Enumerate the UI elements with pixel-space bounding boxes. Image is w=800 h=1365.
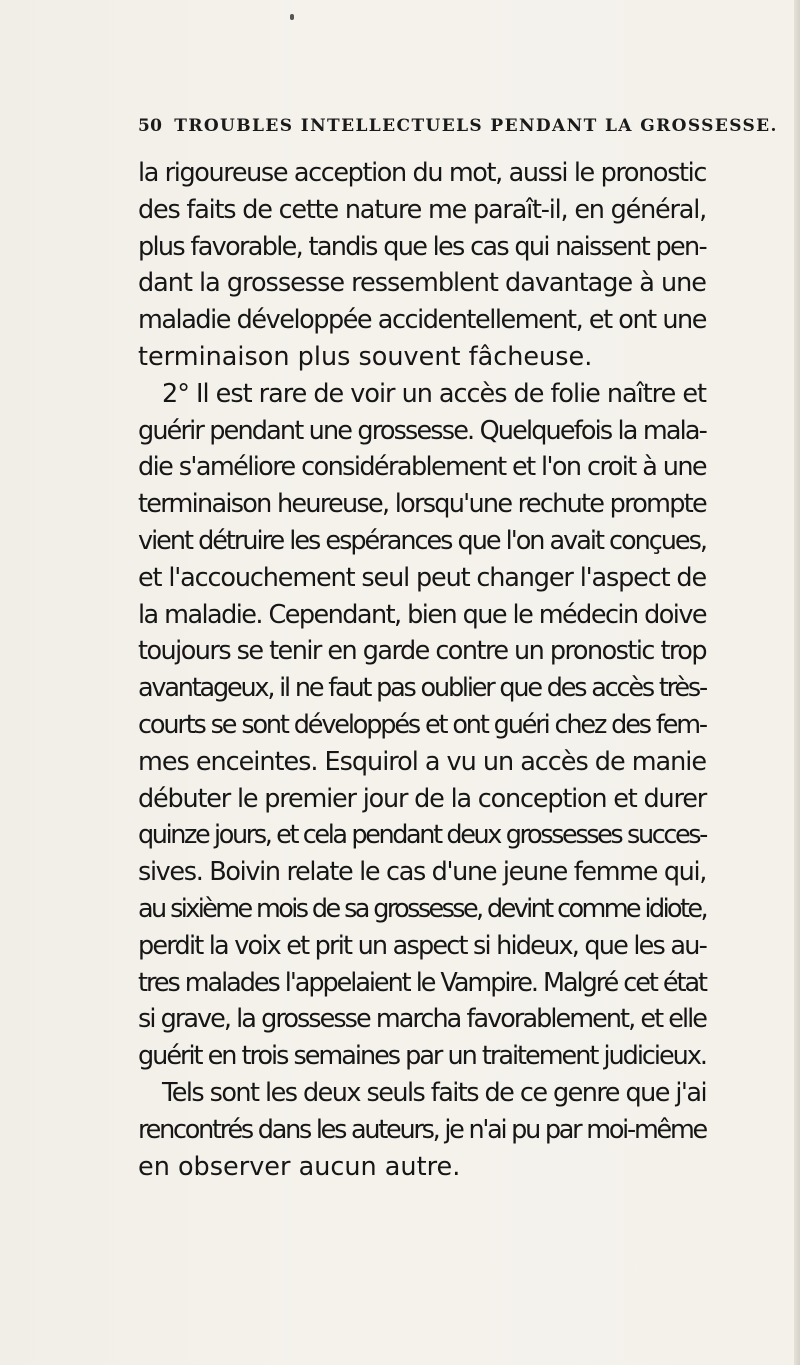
text-line: rencontrés dans les auteurs, je n'ai pu par moi-même	[138, 1114, 706, 1145]
text-line: courts se sont développés et ont guéri chez des fem-	[138, 709, 706, 740]
text-line: guérir pendant une grossesse. Quelquefois la mala-	[138, 415, 706, 446]
running-title: TROUBLES INTELLECTUELS PENDANT LA GROSSESSE.	[174, 116, 778, 136]
text-line: la rigoureuse acception du mot, aussi le pronostic	[138, 158, 706, 188]
text-line: dant la grossesse ressemblent davantage à une	[138, 268, 706, 299]
page-edge	[794, 0, 800, 1365]
text-line: terminaison heureuse, lorsqu'une rechute prompte	[138, 489, 706, 520]
text-line: au sixième mois de sa grossesse, devint comme idiote,	[138, 893, 706, 924]
text-line: toujours se tenir en garde contre un pronostic trop	[138, 636, 706, 667]
text-line: tres malades l'appelaient le Vampire. Malgré cet état	[138, 967, 706, 998]
text-line: sives. Boivin relate le cas d'une jeune femme qui,	[138, 857, 706, 888]
text-line: mes enceintes. Esquirol a vu un accès de manie	[138, 746, 706, 777]
page-number: 50	[138, 116, 163, 136]
text-line: terminaison plus souvent fâcheuse.	[138, 341, 593, 372]
running-header	[138, 116, 778, 146]
text-line: maladie développée accidentellement, et ont une	[138, 305, 706, 336]
text-line: Tels sont les deux seuls faits de ce genre que j'ai	[162, 1077, 706, 1108]
text-line: guérit en trois semaines par un traitement judicieux.	[138, 1041, 706, 1072]
text-line: si grave, la grossesse marcha favorablement, et elle	[138, 1004, 706, 1035]
text-line: et l'accouchement seul peut changer l'aspect de	[138, 562, 706, 593]
text-line: perdit la voix et prit un aspect si hideux, que les au-	[138, 930, 706, 961]
text-line: vient détruire les espérances que l'on avait conçues,	[138, 525, 706, 556]
body-text	[138, 155, 706, 1185]
text-line: die s'améliore considérablement et l'on croit à une	[138, 452, 706, 483]
text-line: quinze jours, et cela pendant deux grossesses succes-	[138, 820, 706, 851]
text-line: en observer aucun autre.	[138, 1151, 461, 1182]
text-line: plus favorable, tandis que les cas qui naissent pen-	[138, 231, 706, 262]
text-line: des faits de cette nature me paraît-il, en général,	[138, 194, 706, 225]
ink-speck	[290, 14, 294, 20]
text-line: 2° Il est rare de voir un accès de folie naître et	[162, 378, 706, 409]
text-line: avantageux, il ne faut pas oublier que des accès très-	[138, 673, 706, 704]
text-line: la maladie. Cependant, bien que le médecin doive	[138, 599, 706, 630]
text-line: débuter le premier jour de la conception et durer	[138, 783, 706, 814]
